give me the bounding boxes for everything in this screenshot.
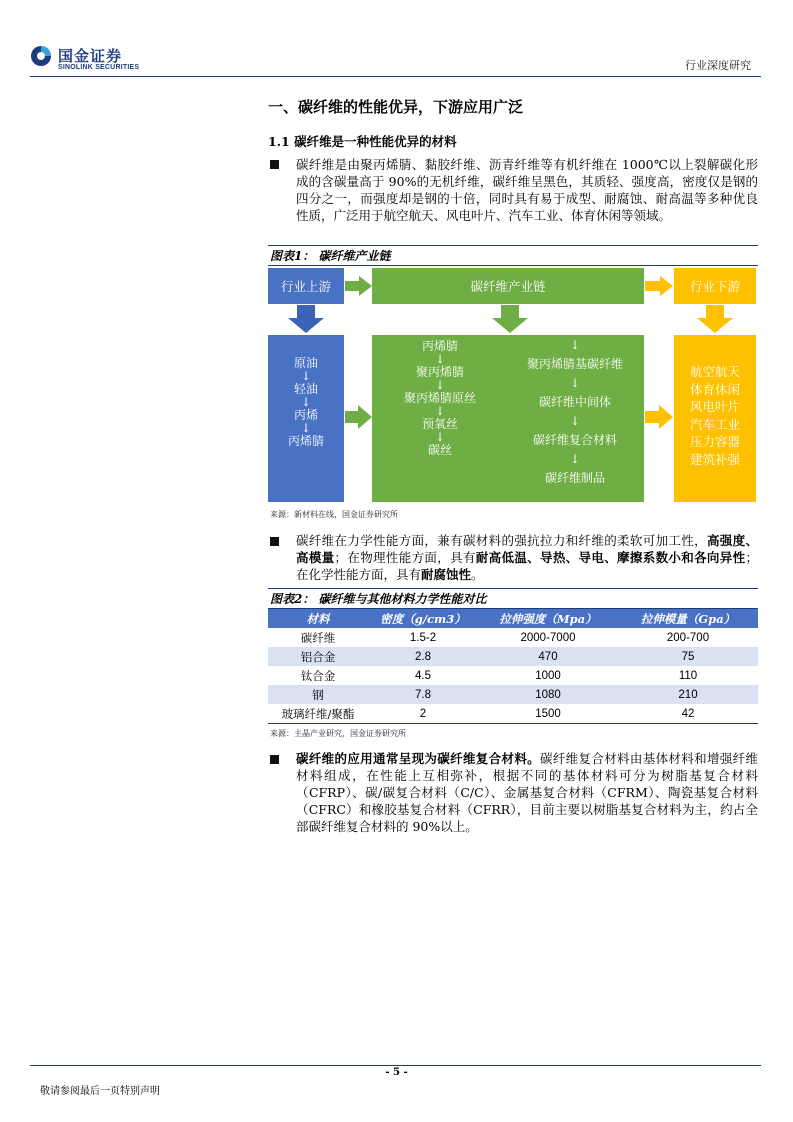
table-cell: 2000-7000 [520,631,576,644]
table-cell: 碳纤维 [300,630,336,645]
list-item: 汽车工业 [689,416,740,432]
arrow-right-icon [345,405,372,429]
upstream-list [268,356,344,449]
chain-right-list [510,340,640,486]
table-cell: 2.8 [368,647,478,666]
logo-icon [30,45,52,67]
figure2-caption-text: 图表2： 碳纤维与其他材料力学性能对比 [270,592,487,606]
list-item: 建筑补强 [689,451,740,467]
upstream-header: 行业上游 [268,268,344,304]
arrow-down-icon [492,305,528,333]
arrow-right-icon [645,405,673,429]
arrow-down-icon: ↓ [434,430,446,444]
arrow-right-icon [645,276,673,296]
list-item: 碳纤维中间体 [538,395,611,409]
table-cell: 1.5-2 [409,631,437,644]
header-divider [30,76,761,77]
chain-header: 碳纤维产业链 [372,268,644,304]
table-cell: 42 [618,704,758,724]
table-header: 材料 [268,609,368,628]
intro-paragraph: 碳纤维是由聚丙烯腈、黏胶纤维、沥青纤维等有机纤维在 1000℃以上裂解碳化形成的含碳量高于 90%的无机纤维，碳纤维呈黑色，其质轻、强度高，密度仅是钢的四分之一，而强度却是钢的十倍，同时具有易于成型、耐腐蚀、耐高温等多种优良性质，广泛用于航空航天、风电叶片、汽车工业、体育休闲等领域。 [296,157,758,223]
figure1-caption-text: 图表1： 碳纤维产业链 [270,249,391,263]
composite-paragraph: 碳纤维的应用通常呈现为碳纤维复合材料。碳纤维复合材料由基体材料和增强纤维材料组成，在性能上互相弥补，根据不同的基体材料可分为树脂基复合材料（CFRP）、碳/碳复合材料（C/C）、金属基复合材料（CFRM）、陶瓷基复合材料（CFRC）和橡胶基复合材料（CFRR），目前主要以树脂基复合材料为主，约占全部碳纤维复合材料的 90%以上。 [296,751,758,834]
list-item: 聚丙烯腈 [415,365,464,379]
arrow-down-icon: ↓ [434,404,446,418]
table-cell: 1000 [535,669,561,682]
list-item: 丙烯腈 [287,434,324,448]
table-header-row [268,609,758,628]
bullet-icon [270,755,279,764]
arrow-down-icon: ↓ [569,452,581,466]
footer-divider [30,1065,761,1066]
subsection-title: 1.1 碳纤维是一种性能优异的材料 [268,134,457,149]
figure2-source: 来源：主晶产业研究，国金证券研究所 [270,729,406,738]
downstream-header: 行业下游 [674,268,756,304]
logo-text-en: SINOLINK SECURITIES [58,64,140,71]
table-header: 拉伸模量（Gpa） [618,609,758,628]
table-row [268,647,758,666]
arrow-down-icon: ↓ [300,369,312,383]
table-cell: 1080 [478,685,618,704]
figure1-source: 来源：新材料在线，国金证券研究所 [270,510,398,519]
section-title: 一、碳纤维的性能优异，下游应用广泛 [268,98,524,116]
list-item: 丙烯腈 [421,339,458,353]
list-item: 聚丙烯腈原丝 [403,391,476,405]
table-row [268,704,758,724]
table-cell: 200-700 [666,631,710,644]
table-cell: 7.8 [368,685,478,704]
disclaimer: 敬请参阅最后一页特别声明 [40,1086,160,1097]
list-item: 原油 [293,356,318,370]
table-cell: 470 [478,647,618,666]
list-item: 预氧丝 [421,417,458,431]
list-item: 轻油 [293,382,318,396]
list-item: 压力容器 [689,434,740,449]
properties-paragraph: 碳纤维在力学性能方面，兼有碳材料的强抗拉力和纤维的柔软可加工性，高强度、高模量；在物理性能方面，具有耐高低温、导热、导电、摩擦系数小和各向异性；在化学性能方面，具有耐腐蚀性。 [296,533,758,582]
list-item: 碳纤维制品 [544,471,605,485]
table-row [268,666,758,685]
list-item: 风电叶片 [689,399,740,414]
table-cell: 钛合金 [300,668,336,683]
arrow-down-icon: ↓ [569,338,581,352]
table-header: 拉伸强度（Mpa） [478,609,618,628]
table-cell: 铝合金 [268,647,368,666]
arrow-down-icon: ↓ [569,376,581,390]
report-type: 行业深度研究 [685,59,751,72]
properties-table [268,609,758,724]
arrow-down-icon [697,305,733,333]
table-row [268,628,758,647]
table-cell: 1500 [478,704,618,724]
table-cell: 75 [618,647,758,666]
table-row [268,685,758,704]
list-item: 碳纤维复合材料 [532,433,617,447]
bullet-icon [270,160,279,169]
arrow-right-icon [345,276,372,296]
table-cell: 钢 [268,685,368,704]
list-item: 体育休闲 [689,381,740,397]
table-cell: 玻璃纤维/聚酯 [268,704,368,724]
arrow-down-icon: ↓ [300,395,312,409]
list-item: 航空航天 [689,364,740,379]
table-cell: 4.5 [415,669,431,682]
table-cell: 2 [368,704,478,724]
arrow-down-icon: ↓ [300,421,312,435]
bullet-icon [270,537,279,546]
chain-left-list [380,339,500,458]
figure1-caption [268,245,758,266]
downstream-list [674,363,756,468]
list-item: 聚丙烯腈基碳纤维 [526,357,623,371]
list-item: 碳丝 [427,443,452,457]
figure2-caption [268,588,758,609]
table-cell: 110 [678,669,698,682]
arrow-down-icon: ↓ [434,378,446,392]
page-number: - 5 - [385,1067,408,1078]
list-item: 丙烯 [293,408,318,422]
table-cell: 210 [618,685,758,704]
table-header: 密度（g/cm3） [368,609,478,628]
logo-text-cn: 国金证券 [58,47,123,65]
arrow-down-icon: ↓ [434,352,446,366]
arrow-down-icon [288,305,324,333]
arrow-down-icon: ↓ [569,414,581,428]
